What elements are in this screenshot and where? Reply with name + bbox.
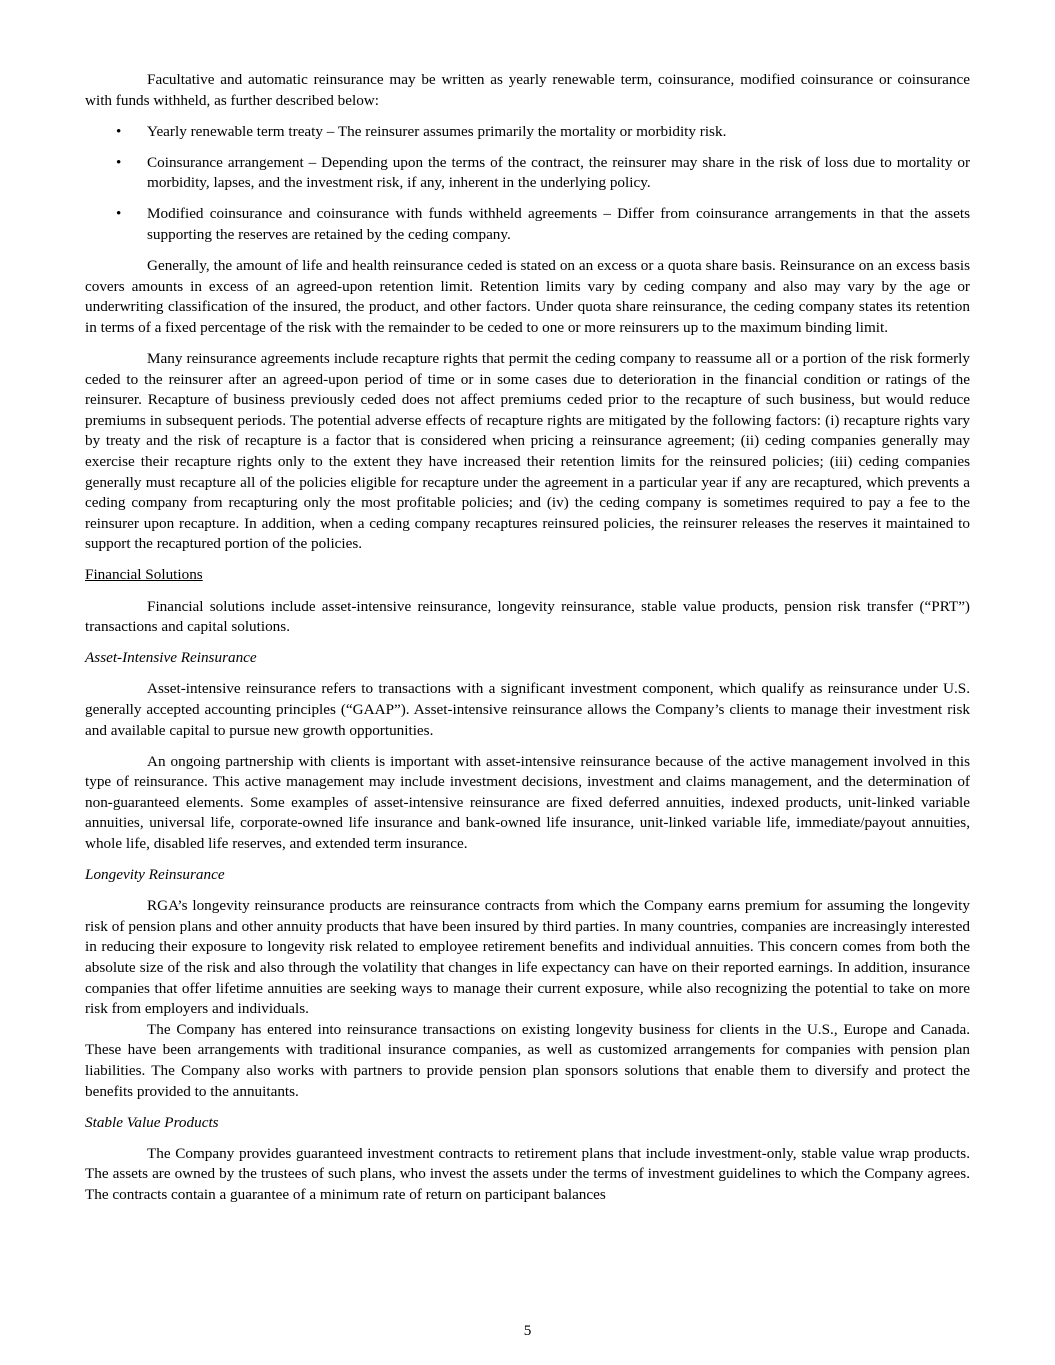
recapture-paragraph: Many reinsurance agreements include recapture rights that permit the ceding company to reassume all or a portion of the risk formerly ceded to the reinsurer after an agreed-upon period of time or in some cases due to deterioration in the financial condition or ratings of the reinsurer. Recapture of business previously ceded does not affect premiums ceded prior to the recapture of such business, but would reduce premiums in subsequent periods. The potential adverse effects of recapture rights are mitigated by the following factors: (i) recapture rights vary by treaty and the risk of recapture is a factor that is considered when pricing a reinsurance agreement; (ii) ceding companies generally may exercise their recapture rights only to the extent they have increased their retention limits for the reinsured policies; (iii) ceding companies generally must recapture all of the policies eligible for recapture under the agreement in a particular year if any are recaptured, which prevents a ceding company from recapturing only the most profitable policies; and (iv) the ceding company is sometimes required to pay a fee to the reinsurer upon recapture. In addition, when a ceding company recaptures reinsured policies, the reinsurer releases the reserves it maintained to support the recaptured portion of the policies. xyxy=(85,350,970,553)
financial-solutions-heading: Financial Solutions xyxy=(85,566,203,584)
list-item xyxy=(85,153,970,194)
stable-value-paragraph-1: The Company provides guaranteed investment contracts to retirement plans that include investment-only, stable value wrap products. The assets are owned by the trustees of such plans, who invest the assets under the terms of investment guidelines to which the Company agrees. The contracts contain a guarantee of a minimum rate of return on participant balances xyxy=(85,1144,970,1203)
longevity-heading: Longevity Reinsurance xyxy=(85,866,225,884)
document-page xyxy=(85,70,970,1216)
list-item xyxy=(85,122,970,143)
asset-intensive-heading: Asset-Intensive Reinsurance xyxy=(85,649,257,667)
bullet-icon: • xyxy=(116,205,122,223)
reinsurance-type-list xyxy=(85,122,970,246)
page-number: 5 xyxy=(523,1322,532,1339)
list-item-text: Coinsurance arrangement – Depending upon the terms of the contract, the reinsurer may share in the risk of loss due to mortality or morbidity, lapses, and the investment risk, if any, inherent in the underlying policy. xyxy=(147,153,970,192)
list-item-text: Yearly renewable term treaty – The reinsurer assumes primarily the mortality or morbidity risk. xyxy=(147,122,727,140)
list-item xyxy=(85,204,970,245)
stable-value-heading: Stable Value Products xyxy=(85,1113,219,1131)
longevity-paragraph-1: RGA’s longevity reinsurance products are reinsurance contracts from which the Company earns premium for assuming the longevity risk of pension plans and other annuity products that have been insured by third parties. In many countries, companies are increasingly interested in reducing their exposure to longevity risk related to employee retirement benefits and individual annuities. This concern comes from both the absolute size of the risk and also through the volatility that changes in life expectancy can have on their reported earnings. In addition, insurance companies that offer lifetime annuities are seeking ways to manage their current exposure, while also recognizing the potential to take on more risk from employers and individuals. xyxy=(85,897,970,1018)
bullet-icon: • xyxy=(116,153,122,171)
excess-quota-paragraph: Generally, the amount of life and health reinsurance ceded is stated on an excess or a quota share basis. Reinsurance on an excess basis covers amounts in excess of an agreed-upon retention limit. Retention limits vary by ceding company and also may vary by the age or underwriting classification of the insured, the product, and other factors. Under quota share reinsurance, the ceding company states its retention in terms of a fixed percentage of the risk with the remainder to be ceded to one or more reinsurers up to the maximum binding limit. xyxy=(85,257,970,336)
intro-paragraph: Facultative and automatic reinsurance may be written as yearly renewable term, coinsurance, modified coinsurance or coinsurance with funds withheld, as further described below: xyxy=(85,71,970,109)
asset-intensive-paragraph-1: Asset-intensive reinsurance refers to transactions with a significant investment component, which qualify as reinsurance under U.S. generally accepted accounting principles (“GAAP”). Asset-intensive reinsurance allows the Company’s clients to manage their investment risk and available capital to pursue new growth opportunities. xyxy=(85,680,970,739)
asset-intensive-paragraph-2: An ongoing partnership with clients is important with asset-intensive reinsurance because of the active management involved in this type of reinsurance. This active management may include investment decisions, investment and claims management, and the determination of non-guaranteed elements. Some examples of asset-intensive reinsurance are fixed deferred annuities, indexed products, unit-linked variable annuities, universal life, corporate-owned life insurance and bank-owned life insurance, unit-linked variable life, immediate/payout annuities, whole life, disabled life reserves, and extended term insurance. xyxy=(85,752,970,852)
longevity-paragraph-2: The Company has entered into reinsurance transactions on existing longevity business for clients in the U.S., Europe and Canada. These have been arrangements with traditional insurance companies, as well as customized arrangements for companies with pension plan liabilities. The Company also works with partners to provide pension plan sponsors solutions that enable them to diversify and protect the benefits provided to the annuitants. xyxy=(85,1020,970,1100)
financial-solutions-intro: Financial solutions include asset-intensive reinsurance, longevity reinsurance, stable value products, pension risk transfer (“PRT”) transactions and capital solutions. xyxy=(85,597,970,636)
list-item-text: Modified coinsurance and coinsurance with funds withheld agreements – Differ from coinsurance arrangements in that the assets supporting the reserves are retained by the ceding company. xyxy=(147,205,970,244)
bullet-icon: • xyxy=(116,122,122,140)
